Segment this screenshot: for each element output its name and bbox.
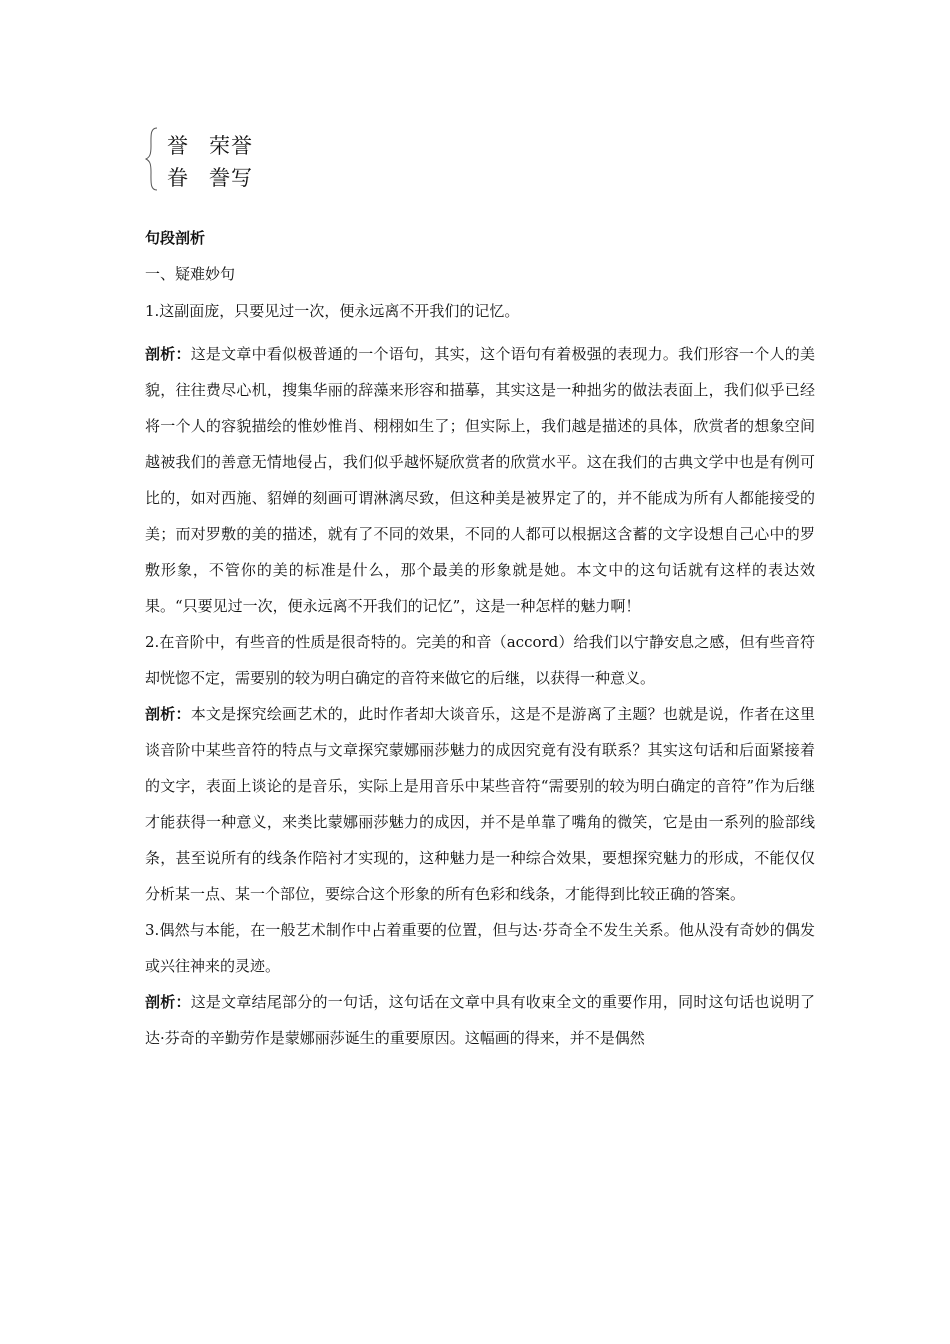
character-comparison — [145, 126, 285, 192]
single-character: 誉 — [167, 134, 189, 158]
character-pair-row — [167, 162, 253, 192]
analysis-label: 剖析： — [145, 993, 191, 1011]
sub-title: 一、疑难妙句 — [145, 265, 236, 283]
section-title: 句段剖析 — [145, 229, 206, 247]
main-content — [145, 228, 815, 1056]
analysis-paragraph — [145, 696, 815, 912]
analysis-text: 本文是探究绘画艺术的，此时作者却大谈音乐，这是不是游离了主题？也就是说，作者在这里谈音阶中某些音符的特点与文章探究蒙娜丽莎魅力的成因究竟有没有联系？其实这句话和后面紧接着的文字，表面上谈论的是音乐，实际上是用音乐中某些音符“需要别的较为明白确定的音符”作为后继才能获得一种意义，来类比蒙娜丽莎魅力的成因，并不是单靠了嘴角的微笑，它是由一系列的脸部线条，甚至说所有的线条作陪衬才实现的，这种魅力是一种综合效果，要想探究魅力的形成，不能仅仅分析某一点、某一个部位，要综合这个形象的所有色彩和线条，才能得到比较正确的答案。 — [145, 705, 815, 903]
analysis-text: 这是文章结尾部分的一句话，这句话在文章中具有收束全文的重要作用，同时这句话也说明了达·芬奇的辛勤劳作是蒙娜丽莎诞生的重要原因。这幅画的得来，并不是偶然 — [145, 993, 815, 1047]
character-pair-row — [167, 130, 253, 160]
word: 誊写 — [209, 166, 253, 190]
single-character: 眷 — [167, 166, 189, 190]
example-sentence: 1.这副面庞，只要见过一次，便永远离不开我们的记忆。 — [145, 302, 520, 320]
example-sentence: 3.偶然与本能，在一般艺术制作中占着重要的位置，但与达·芬奇全不发生关系。他从没有奇妙的偶发或兴往神来的灵迹。 — [145, 921, 815, 975]
analysis-label: 剖析： — [145, 345, 191, 363]
word: 荣誉 — [209, 134, 253, 158]
analysis-paragraph — [145, 984, 815, 1056]
analysis-label: 剖析： — [145, 705, 191, 723]
left-brace-icon — [145, 126, 159, 192]
analysis-text: 这是文章中看似极普通的一个语句，其实，这个语句有着极强的表现力。我们形容一个人的美貌，往往费尽心机，搜集华丽的辞藻来形容和描摹，其实这是一种拙劣的做法表面上，我们似乎已经将一个人的容貌描绘的惟妙惟肖、栩栩如生了；但实际上，我们越是描述的具体，欣赏者的想象空间越被我们的善意无情地侵占，我们似乎越怀疑欣赏者的欣赏水平。这在我们的古典文学中也是有例可比的，如对西施、貂婵的刻画可谓淋漓尽致，但这种美是被界定了的，并不能成为所有人都能接受的美；而对罗敷的美的描述，就有了不同的效果，不同的人都可以根据这含蓄的文字设想自己心中的罗敷形象，不管你的美的标准是什么，那个最美的形象就是她。本文中的这句话就有这样的表达效果。“只要见过一次，便永远离不开我们的记忆”，这是一种怎样的魅力啊！ — [145, 345, 815, 615]
example-sentence: 2.在音阶中，有些音的性质是很奇特的。完美的和音（accord）给我们以宁静安息之感，但有些音符却恍惚不定，需要别的较为明白确定的音符来做它的后继，以获得一种意义。 — [145, 633, 815, 687]
analysis-paragraph — [145, 336, 815, 624]
